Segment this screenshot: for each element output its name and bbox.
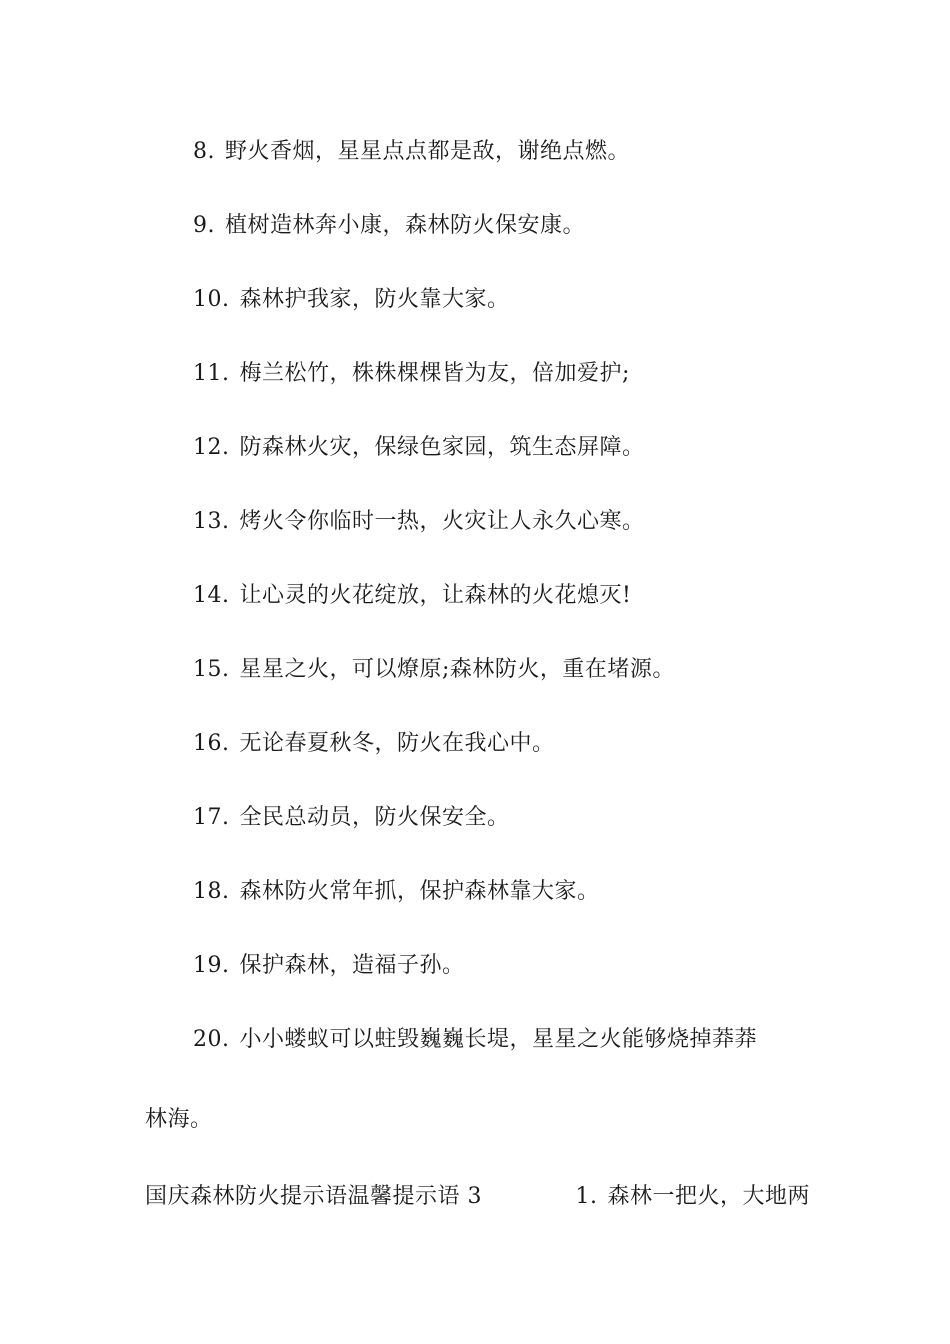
item-text: 防森林火灾，保绿色家园，筑生态屏障。 (239, 435, 645, 460)
item-number: 11. (193, 361, 230, 386)
item-text: 烤火令你临时一热，火灾让人永久心寒。 (239, 509, 645, 534)
item-text: 让心灵的火花绽放，让森林的火花熄灭! (239, 583, 632, 608)
list-item (145, 803, 858, 833)
item-text: 无论春夏秋冬，防火在我心中。 (239, 731, 555, 756)
item-text-continuation: 林海。 (145, 1107, 213, 1132)
list-item-continuation (145, 1105, 810, 1135)
list-item (145, 359, 858, 389)
list-item (145, 581, 858, 611)
item-text: 森林防火常年抓，保护森林靠大家。 (239, 879, 600, 904)
item-text: 野火香烟，星星点点都是敌，谢绝点燃。 (225, 139, 631, 164)
item-number: 19. (193, 953, 230, 978)
item-number: 15. (193, 657, 230, 682)
item-text: 星星之火，可以燎原;森林防火，重在堵源。 (239, 657, 675, 682)
item-number: 10. (193, 287, 230, 312)
item-number: 18. (193, 879, 230, 904)
list-item (145, 729, 858, 759)
section-first-item (575, 1182, 810, 1212)
item-number: 13. (193, 509, 230, 534)
item-text: 全民总动员，防火保安全。 (239, 805, 510, 830)
list-item (145, 137, 858, 167)
item-number: 14. (193, 583, 230, 608)
list-item (145, 507, 858, 537)
item-number: 8. (193, 139, 215, 164)
item-number: 9. (193, 213, 215, 238)
list-item (145, 211, 858, 241)
list-item (145, 951, 858, 981)
item-text: 森林护我家，防火靠大家。 (239, 287, 510, 312)
item-text: 小小蝼蚁可以蛀毁巍巍长堤，星星之火能够烧掉莽莽 (239, 1027, 758, 1052)
item-text: 植树造林奔小康，森林防火保安康。 (225, 213, 586, 238)
item-text: 梅兰松竹，株株棵棵皆为友，倍加爱护; (239, 361, 630, 386)
section-heading: 国庆森林防火提示语温馨提示语 3 (145, 1184, 482, 1209)
list-item (145, 285, 858, 315)
section-heading-row (145, 1182, 810, 1212)
item-number: 17. (193, 805, 230, 830)
list-item (145, 433, 858, 463)
item-number: 12. (193, 435, 230, 460)
item-text: 保护森林，造福子孙。 (239, 953, 465, 978)
list-item-wrapped (145, 1025, 858, 1055)
item-text: 森林一把火，大地两 (607, 1184, 810, 1209)
item-number: 16. (193, 731, 230, 756)
list-item (145, 877, 858, 907)
item-number: 1. (575, 1184, 598, 1209)
list-item (145, 655, 858, 685)
item-number: 20. (193, 1027, 230, 1052)
